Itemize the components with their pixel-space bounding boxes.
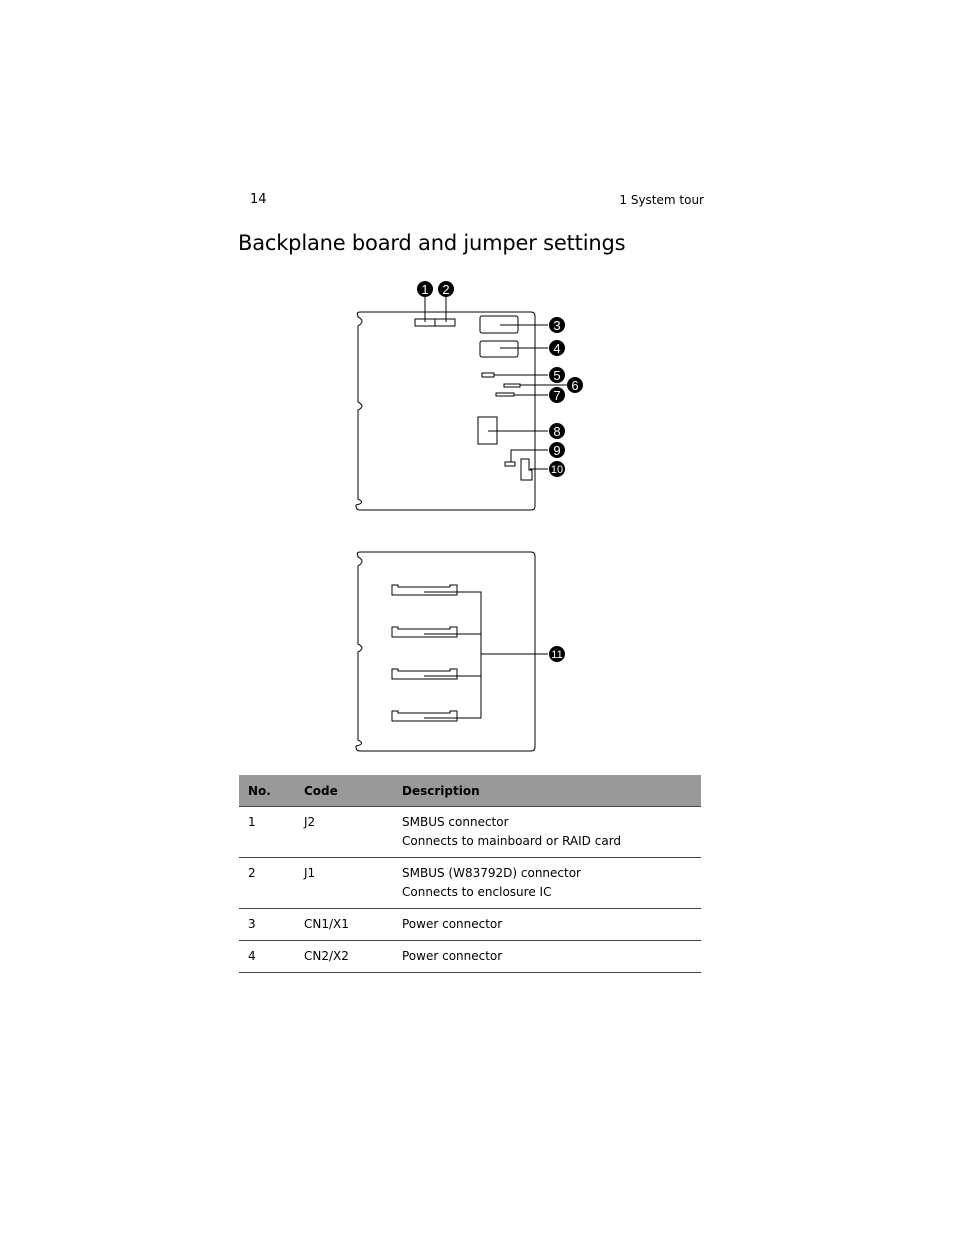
drive-connector-2 [392, 627, 457, 637]
svg-text:7: 7 [553, 388, 561, 403]
callout-9 [549, 442, 565, 458]
svg-text:9: 9 [553, 443, 561, 458]
header-no: No. [239, 775, 295, 807]
page-number: 14 [250, 192, 267, 207]
drive-connector-3 [392, 669, 457, 679]
row-no: 4 [239, 941, 295, 973]
row-description [393, 858, 701, 909]
component-7 [496, 393, 514, 396]
drive-connector-1 [392, 585, 457, 595]
row-code: J1 [295, 858, 393, 909]
svg-text:2: 2 [442, 282, 450, 297]
row-no: 3 [239, 909, 295, 941]
row-code: J2 [295, 807, 393, 858]
callout-2 [438, 281, 454, 297]
header-description: Description [393, 775, 701, 807]
table-row [239, 941, 701, 973]
component-5 [482, 373, 494, 377]
row-no: 2 [239, 858, 295, 909]
description-line: Power connector [402, 949, 503, 963]
table-row [239, 909, 701, 941]
svg-text:1: 1 [421, 282, 429, 297]
callout-1 [417, 281, 433, 297]
description-line: Power connector [402, 917, 503, 931]
table-header-row [239, 775, 701, 807]
callout-3 [549, 317, 565, 333]
svg-text:8: 8 [553, 424, 561, 439]
row-code: CN2/X2 [295, 941, 393, 973]
svg-text:11: 11 [551, 649, 563, 661]
component-6 [504, 384, 520, 387]
component-9 [505, 462, 515, 466]
row-description [393, 807, 701, 858]
row-description [393, 909, 701, 941]
header-code: Code [295, 775, 393, 807]
svg-text:3: 3 [553, 318, 561, 333]
callout-10 [549, 461, 565, 477]
svg-text:6: 6 [571, 378, 579, 393]
callout-8 [549, 423, 565, 439]
svg-text:5: 5 [553, 368, 561, 383]
row-code: CN1/X1 [295, 909, 393, 941]
running-head: 1 System tour [619, 193, 704, 207]
svg-text:4: 4 [553, 341, 561, 356]
callout-5 [549, 367, 565, 383]
row-no: 1 [239, 807, 295, 858]
front-board-outline [356, 312, 535, 510]
callout-6 [567, 377, 583, 393]
description-line: SMBUS connector [402, 815, 509, 829]
callout-11 [549, 646, 565, 662]
connector-table [239, 775, 701, 973]
table-row [239, 858, 701, 909]
j1-connector [435, 319, 455, 326]
description-line: Connects to mainboard or RAID card [402, 834, 622, 848]
table-row [239, 807, 701, 858]
description-line: Connects to enclosure IC [402, 885, 552, 899]
callout-7 [549, 387, 565, 403]
drive-connector-4 [392, 711, 457, 721]
svg-text:10: 10 [550, 464, 564, 476]
callout-4 [549, 340, 565, 356]
page-title: Backplane board and jumper settings [238, 231, 626, 255]
cn2-connector [480, 341, 518, 357]
description-line: SMBUS (W83792D) connector [402, 866, 581, 880]
row-description [393, 941, 701, 973]
